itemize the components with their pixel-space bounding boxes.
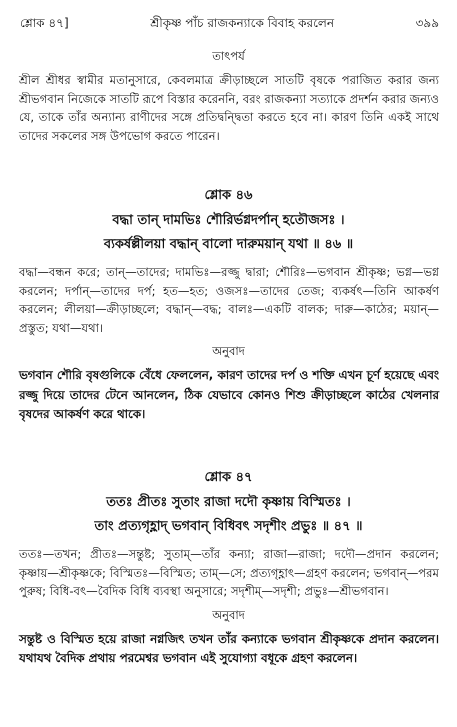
verse-46-title: শ্লোক ৪৬ [204,188,253,203]
page-header [20,16,439,34]
header-verse-ref: শ্লোক ৪৭] [20,16,69,30]
verse-47-line-2: তাং প্রত্যগৃহ্ণাদ্ ভগবান্ বিধিবৎ সদৃশীং প্রভুঃ ॥ ৪৭ ॥ [94,519,363,534]
verse-46-line-2: ব্যকর্ষল্লীলয়া বদ্ধান্ বালো দারুময়ান্ যথা ॥ ৪৬ ॥ [103,237,354,252]
verse-46-line-1: বদ্ধা তান্ দামভিঃ শৌরির্ভগ্নদর্পান্ হতৌজসঃ । [112,213,345,228]
verse-47-section [0,468,457,668]
verse-46-synonyms: বদ্ধা—বন্ধন করে; তান্—তাদের; দামভিঃ—রজ্জু দ্বারা; শৌরিঃ—ভগবান শ্রীকৃষ্ণ; ভগ্ন—ভগ্ন করলেন; দর্পান্—তাদের দর্প; হত—হত; ওজসঃ—তাদের তেজ; ব্যকর্ষৎ—তিনি আকর্ষণ করলেন; লীলয়া—ক্রীড়াচ্ছলে; বদ্ধান্—বদ্ধ; বালঃ—একটি বালক; দারু—কাঠের; ময়ান্—প্রস্তুত; যথা—যথা। [19,265,439,335]
verse-46-translation: ভগবান শৌরি বৃষগুলিকে বেঁধে ফেললেন, কারণ তাদের দর্প ও শক্তি এখন চূর্ণ হয়েছে এবং রজ্জু দিয়ে তাদের টেনে আনলেন, ঠিক যেভাবে কোনও শিশু ক্রীড়াচ্ছলে কাঠের খেলনার বৃষদের আকর্ষণ করে থাকে। [19,368,439,422]
header-page-number: ৩৯৯ [415,16,439,30]
verse-47-translation: সন্তুষ্ট ও বিস্মিত হয়ে রাজা নগ্নজিৎ তখন তাঁর কন্যাকে ভগবান শ্রীকৃষ্ণকে প্রদান করলেন। যথাযথ বৈদিক প্রথায় পরমেশ্বর ভগবান এই সুযোগ্যা বধূকে গ্রহণ করলেন। [19,631,439,665]
verse-46-translation-heading: অনুবাদ [212,344,245,359]
header-chapter-title: শ্রীকৃষ্ণ পাঁচ রাজকন্যাকে বিবাহ করলেন [150,16,334,30]
verse-47-synonyms: ততঃ—তখন; প্রীতঃ—সন্তুষ্ট; সুতাম্—তাঁর কন্যা; রাজা—রাজা; দদৌ—প্রদান করলেন; কৃষ্ণায়—শ্রীকৃষ্ণকে; বিস্মিতঃ—বিস্মিত; তাম্—সে; প্রত্যগৃহ্ণাৎ—গ্রহণ করলেন; ভগবান্—পরম পুরুষ; বিধি-বৎ—বৈদিক বিধি ব্যবস্থা অনুসারে; সদৃশীম্—সদৃশী; প্রভুঃ—শ্রীভগবান। [19,547,439,599]
verse-47-translation-heading: অনুবাদ [212,607,245,622]
purport-heading: তাৎপর্য [212,49,245,63]
verse-47-line-1: ততঃ প্রীতঃ সুতাং রাজা দদৌ কৃষ্ণায় বিস্মিতঃ । [106,495,351,510]
purport-text: শ্রীল শ্রীধর স্বামীর মতানুসারে, কেবলমাত্র ক্রীড়াচ্ছলে সাতটি বৃষকে পরাজিত করার জন্য শ্রীভগবান নিজেকে সাতটি রূপে বিস্তার করেননি, বরং রাজকন্যা সত্যাকে প্রদর্শন করার জন্যও যে, তাকে তাঁর অন্যান্য রাণীদের সঙ্গে প্রতিদ্বন্দ্বিতা করতে হবে না। কারণ তিনি একই সাথে তাদের সকলের সঙ্গ উপভোগ করতে পারেন। [19,73,439,143]
purport-section [0,48,457,145]
verse-47-title: শ্লোক ৪৭ [204,470,253,485]
verse-46-section [0,186,457,425]
